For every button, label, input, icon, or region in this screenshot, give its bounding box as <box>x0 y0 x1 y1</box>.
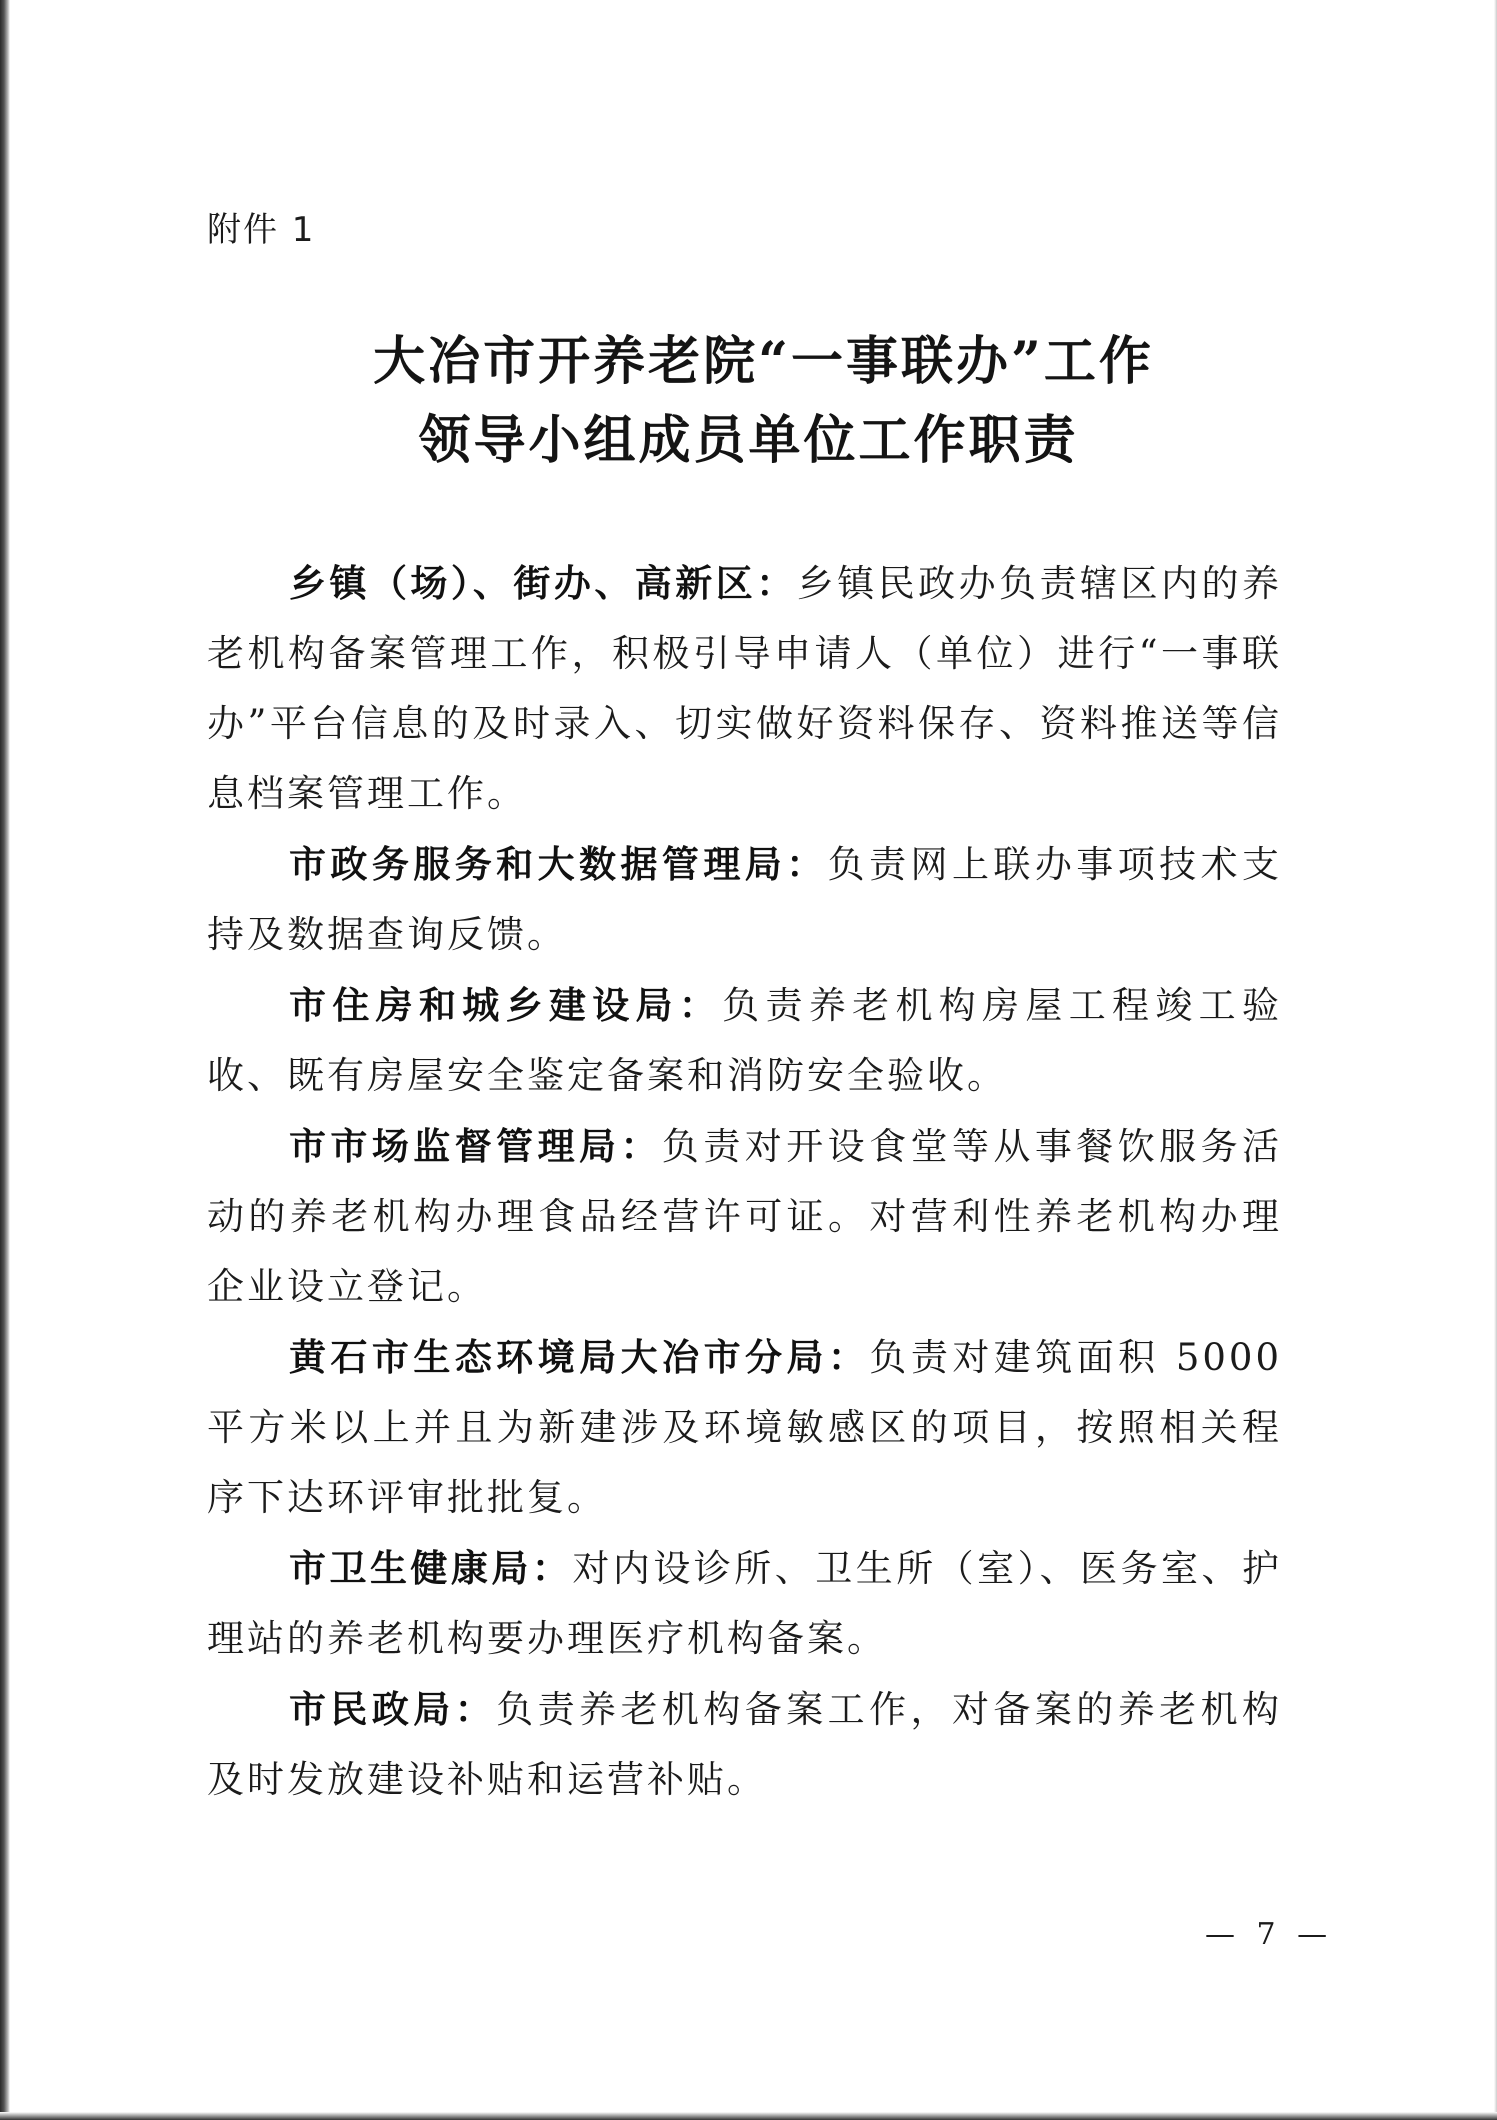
dept-name: 黄石市生态环境局大冶市分局： <box>289 1335 870 1379</box>
dept-name: 市市场监督管理局： <box>289 1124 662 1168</box>
duty-paragraph-environment-bureau <box>207 1322 1282 1533</box>
dept-name: 乡镇（场）、街办、高新区： <box>289 561 797 605</box>
duty-paragraph-township <box>207 548 1282 829</box>
scan-edge-bottom <box>0 2112 1497 2120</box>
duty-text: 负责对建筑面积 5000 平方米以上并且为新建涉及环境敏感区的项目，按照相关程序下达环评审批批复。 <box>207 1336 1282 1519</box>
attachment-label: 附件 1 <box>207 210 316 250</box>
document-body <box>207 548 1282 1815</box>
document-title-line-2: 领导小组成员单位工作职责 <box>418 410 1079 471</box>
page-number: — 7 — <box>1205 1917 1334 1952</box>
document-title-line-1: 大冶市开养老院“一事联办”工作 <box>373 331 1154 392</box>
dept-name: 市政务服务和大数据管理局： <box>289 842 828 886</box>
duty-text: 乡镇民政办负责辖区内的养老机构备案管理工作，积极引导申请人（单位）进行“一事联办”平台信息的及时录入、切实做好资料保存、资料推送等信息档案管理工作。 <box>207 562 1283 815</box>
duty-text: 负责对开设食堂等从事餐饮服务活动的养老机构办理食品经营许可证。对营利性养老机构办理企业设立登记。 <box>207 1125 1283 1308</box>
dept-name: 市民政局： <box>289 1687 497 1731</box>
duty-text: 负责网上联办事项技术支持及数据查询反馈。 <box>207 843 1283 956</box>
dept-name: 市住房和城乡建设局： <box>289 983 723 1027</box>
duty-text: 负责养老机构房屋工程竣工验收、既有房屋安全鉴定备案和消防安全验收。 <box>207 984 1283 1097</box>
duty-text: 负责养老机构备案工作，对备案的养老机构及时发放建设补贴和运营补贴。 <box>207 1688 1283 1801</box>
scan-edge-left <box>0 0 10 2120</box>
duty-paragraph-market-bureau <box>207 1111 1282 1322</box>
duty-paragraph-health-bureau <box>207 1533 1282 1674</box>
duty-paragraph-housing-bureau <box>207 970 1282 1111</box>
dept-name: 市卫生健康局： <box>289 1546 573 1590</box>
duty-text: 对内设诊所、卫生所（室）、医务室、护理站的养老机构要办理医疗机构备案。 <box>207 1547 1283 1660</box>
duty-paragraph-civil-affairs-bureau <box>207 1674 1282 1815</box>
duty-paragraph-data-bureau <box>207 829 1282 970</box>
